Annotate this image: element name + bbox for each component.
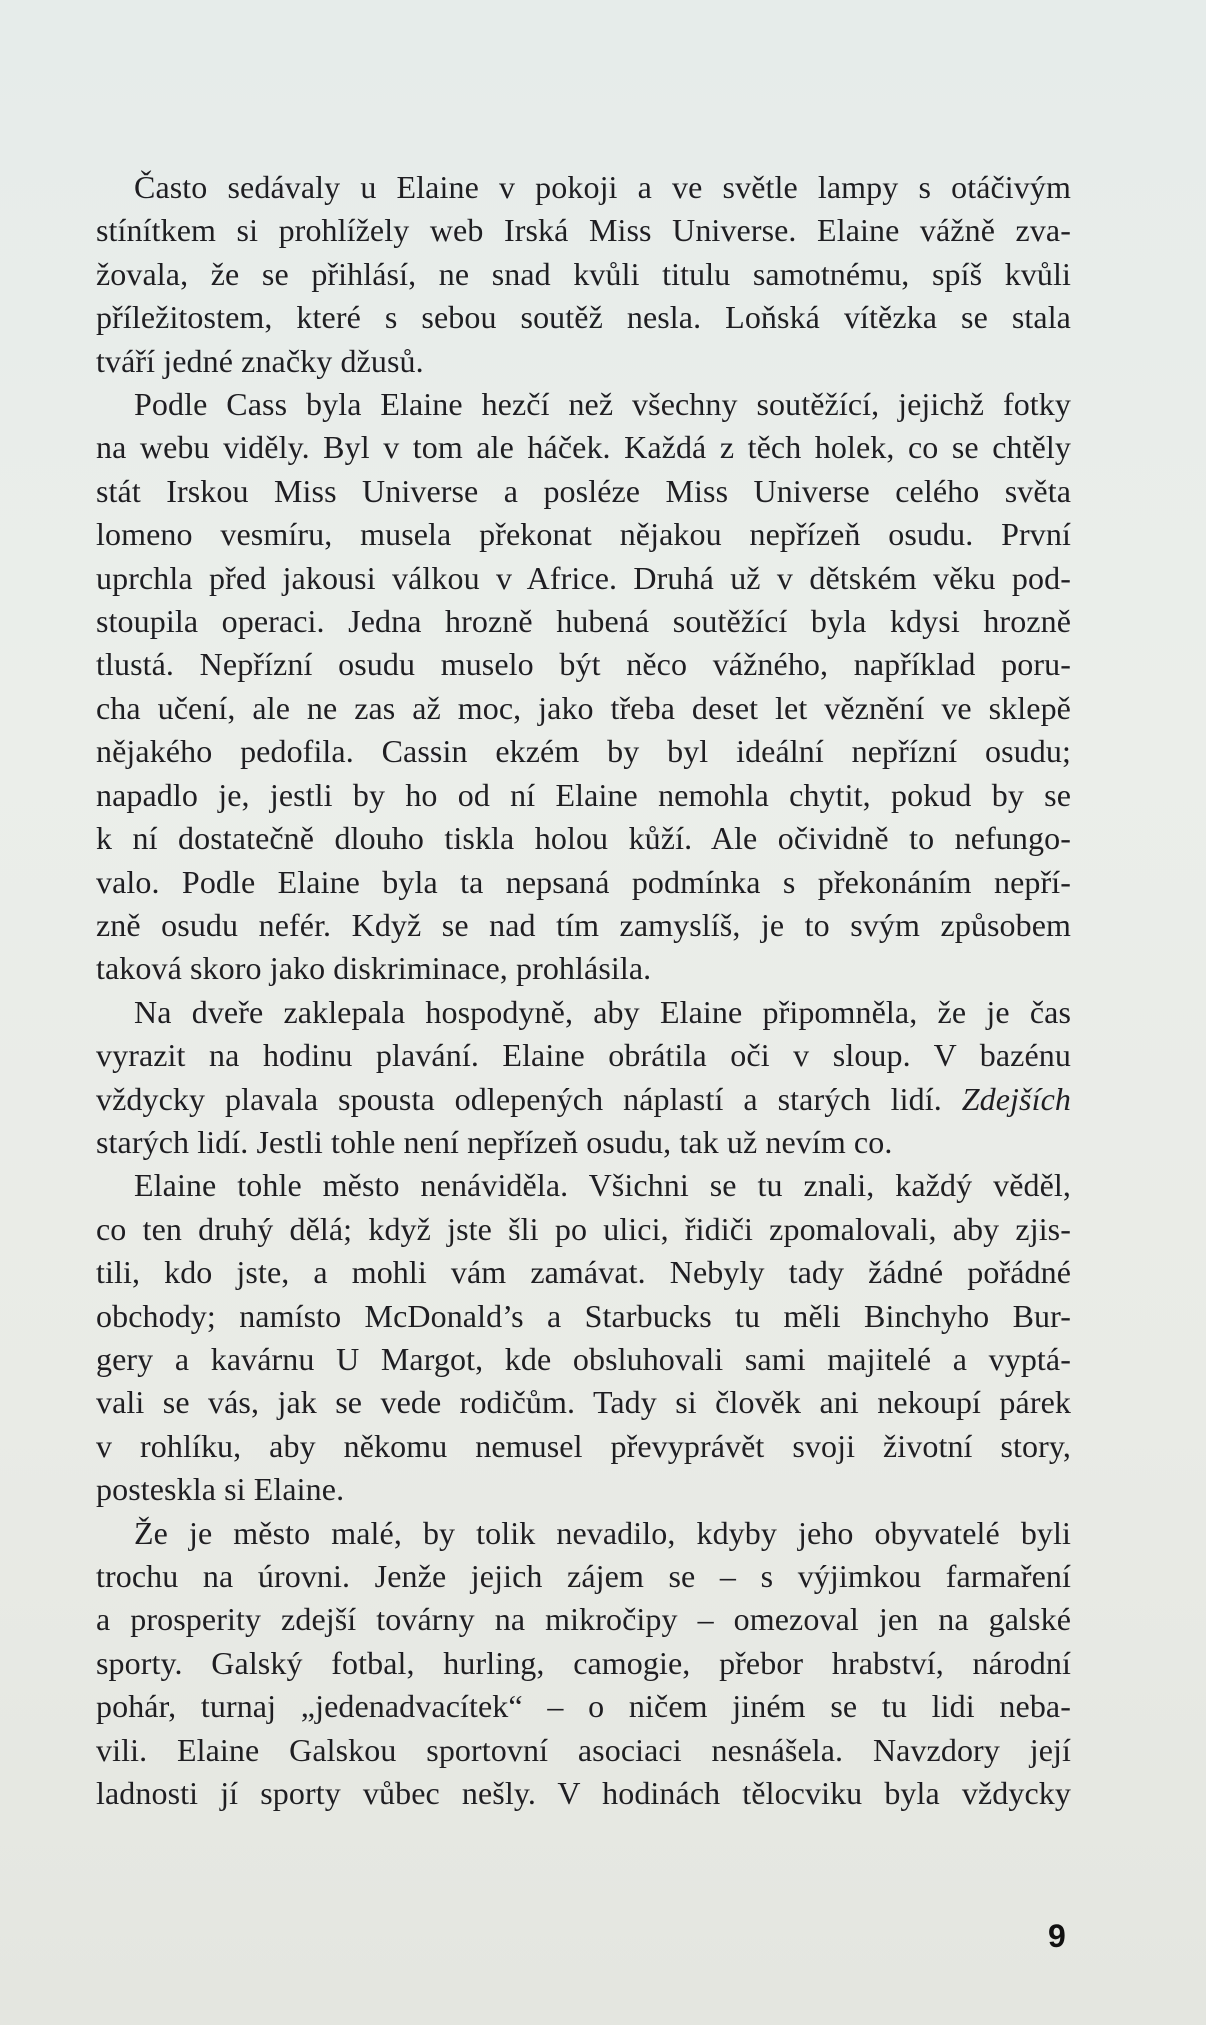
- text-fragment: vždycky plavala spousta odlepených náplastí a starých lidí.: [96, 1080, 942, 1117]
- text-line: a prosperity zdejší továrny na mikročipy – omezoval jen na galské: [96, 1601, 1071, 1638]
- paragraph-5: [96, 1512, 1071, 1816]
- text-line: vili. Elaine Galskou sportovní asociaci nesnášela. Navzdory její: [96, 1731, 1071, 1768]
- text-line: obchody; namísto McDonald’s a Starbucks tu měli Binchyho Bur-: [96, 1297, 1071, 1334]
- text-line: [96, 1078, 1071, 1121]
- text-line: trochu na úrovni. Jenže jejich zájem se – s výjimkou farmaření: [96, 1558, 1071, 1594]
- text-line: napadlo je, jestli by ho od ní Elaine nemohla chytit, pokud by se: [96, 776, 1071, 813]
- text-line: ladnosti jí sporty vůbec nešly. V hodinách tělocviku byla vždycky: [96, 1775, 1071, 1812]
- text-line: uprchla před jakousi válkou v Africe. Druhá už v dětském věku pod-: [96, 559, 1071, 596]
- paragraph-1: [96, 166, 1071, 383]
- text-line: valo. Podle Elaine byla ta nepsaná podmínka s překonáním nepří-: [96, 863, 1071, 900]
- text-line: tváří jedné značky džusů.: [96, 342, 424, 379]
- text-line: Že je město malé, by tolik nevadilo, kdyby jeho obyvatelé byli: [134, 1514, 1071, 1551]
- paragraph-4: [96, 1164, 1071, 1511]
- text-line: nějakého pedofila. Cassin ekzém by byl ideální nepřízní osudu;: [96, 733, 1071, 770]
- body-text: [96, 166, 1071, 1815]
- text-line: co ten druhý dělá; když jste šli po ulici, řidiči zpomalovali, aby zjis-: [96, 1210, 1071, 1247]
- text-line: stát Irskou Miss Universe a posléze Miss Universe celého světa: [96, 472, 1071, 509]
- text-line: posteskla si Elaine.: [96, 1471, 345, 1508]
- text-line: v rohlíku, aby někomu nemusel převyprávět svoji životní story,: [96, 1427, 1071, 1464]
- text-line: starých lidí. Jestli tohle není nepřízeň osudu, tak už nevím co.: [96, 1123, 893, 1160]
- text-line: žovala, že se přihlásí, ne snad kvůli titulu samotnému, spíš kvůli: [96, 255, 1071, 292]
- text-line: lomeno vesmíru, musela překonat nějakou nepřízeň osudu. První: [96, 516, 1071, 553]
- text-line: vali se vás, jak se vede rodičům. Tady si člověk ani nekoupí párek: [96, 1384, 1071, 1421]
- text-line: tlustá. Nepřízní osudu muselo být něco vážného, například poru-: [96, 646, 1071, 683]
- text-line: pohár, turnaj „jedenadvacítek“ – o ničem jiném se tu lidi neba-: [96, 1688, 1071, 1725]
- paragraph-2: [96, 383, 1071, 991]
- text-line: Podle Cass byla Elaine hezčí než všechny soutěžící, jejichž fotky: [134, 386, 1071, 423]
- text-line: cha učení, ale ne zas až moc, jako třeba deset let věznění ve sklepě: [96, 689, 1071, 726]
- text-line: gery a kavárnu U Margot, kde obsluhovali sami majitelé a vyptá-: [96, 1340, 1071, 1377]
- text-line: tili, kdo jste, a mohli vám zamávat. Nebyly tady žádné pořádné: [96, 1254, 1071, 1291]
- text-line: stoupila operaci. Jedna hrozně hubená soutěžící byla kdysi hrozně: [96, 603, 1071, 640]
- text-line: příležitostem, které s sebou soutěž nesla. Loňská vítězka se stala: [96, 299, 1071, 336]
- paragraph-3: [96, 991, 1071, 1165]
- text-line: Elaine tohle město nenáviděla. Všichni se tu znali, každý věděl,: [134, 1167, 1071, 1204]
- text-line: vyrazit na hodinu plavání. Elaine obrátila oči v sloup. V bazénu: [96, 1037, 1071, 1074]
- text-line: taková skoro jako diskriminace, prohlásila.: [96, 950, 652, 987]
- text-line: Často sedávaly u Elaine v pokoji a ve světle lampy s otáčivým: [134, 169, 1071, 205]
- text-line: Na dveře zaklepala hospodyně, aby Elaine připomněla, že je čas: [134, 993, 1071, 1030]
- text-line: stínítkem si prohlížely web Irská Miss Universe. Elaine vážně zva-: [96, 212, 1071, 249]
- page-number: 9: [1048, 1918, 1066, 1954]
- text-line: sporty. Galský fotbal, hurling, camogie, přebor hrabství, národní: [96, 1644, 1071, 1681]
- emphasized-word: Zdejších: [961, 1080, 1071, 1117]
- text-line: na webu viděly. Byl v tom ale háček. Každá z těch holek, co se chtěly: [96, 429, 1071, 466]
- text-line: zně osudu nefér. Když se nad tím zamyslíš, je to svým způsobem: [96, 906, 1071, 943]
- text-line: k ní dostatečně dlouho tiskla holou kůží. Ale očividně to nefungo-: [96, 820, 1071, 857]
